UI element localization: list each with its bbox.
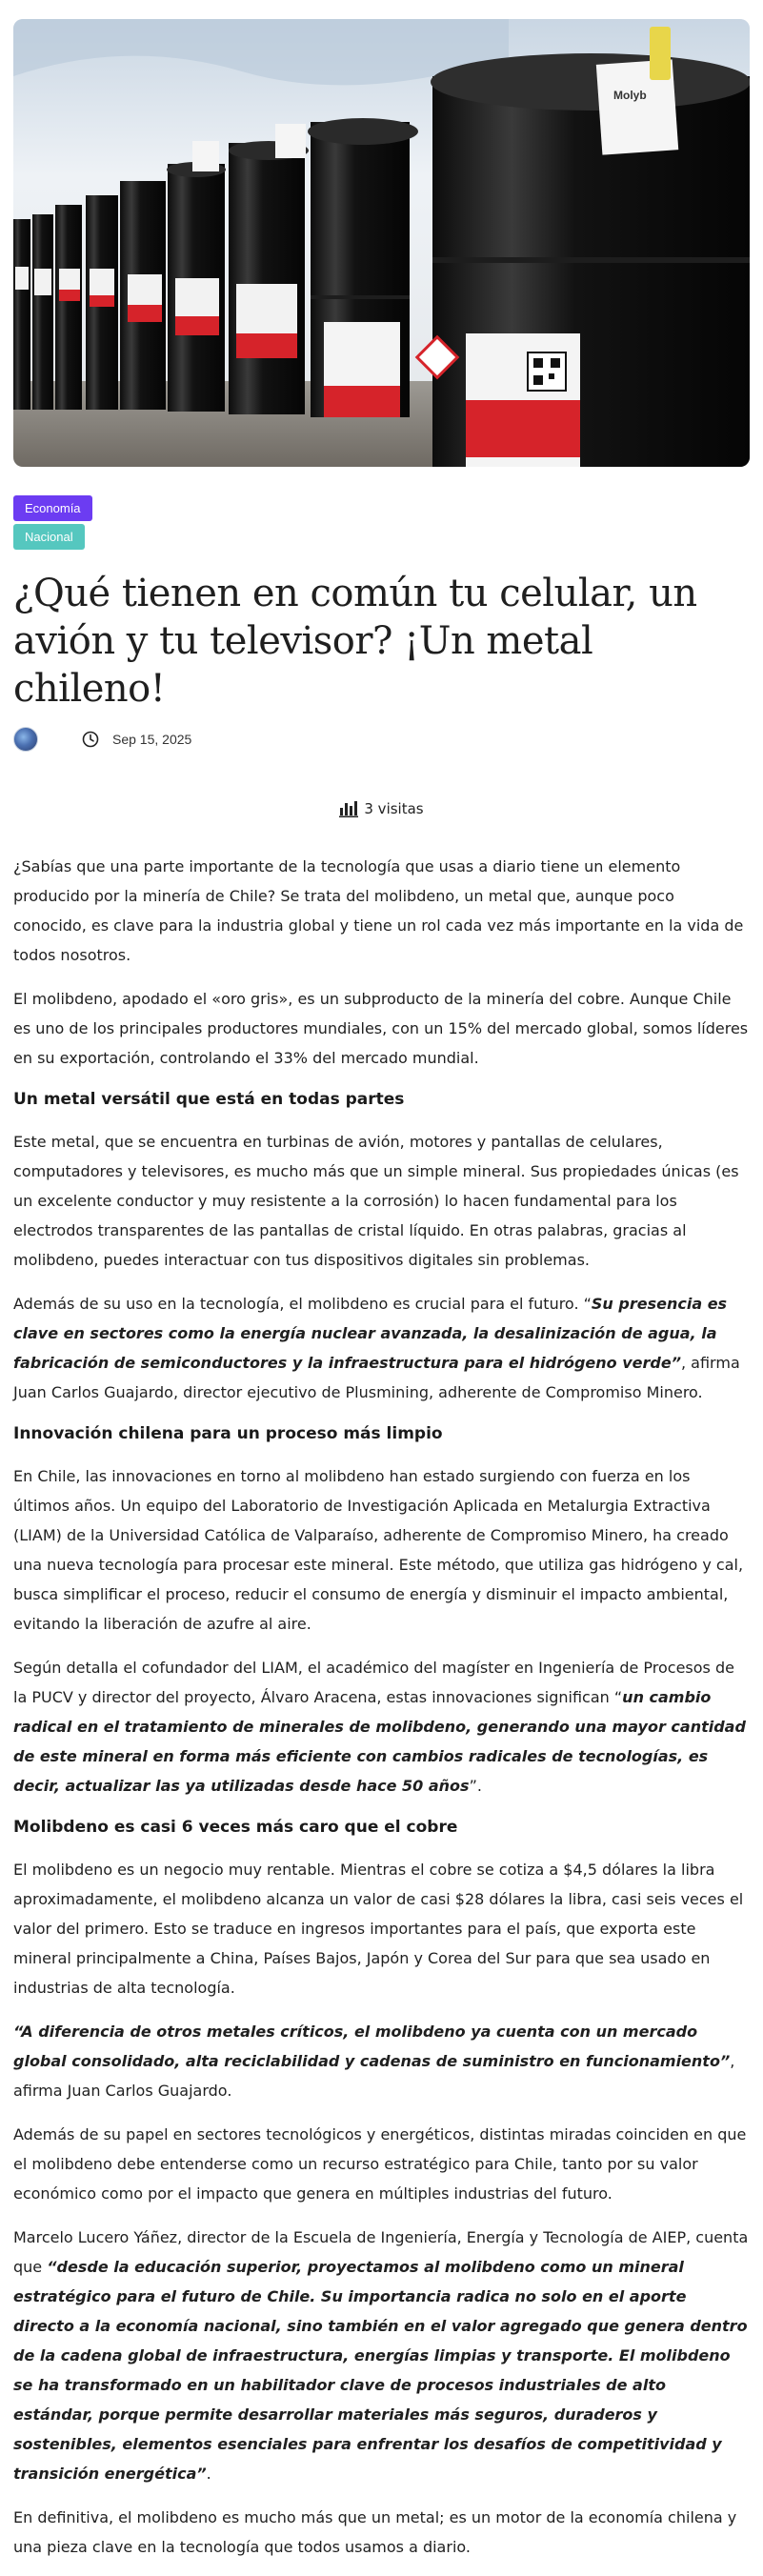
paragraph <box>13 2223 750 2488</box>
article-meta <box>13 722 750 756</box>
text-span: ”. <box>469 1777 482 1795</box>
avatar[interactable] <box>13 727 38 752</box>
quote-emphasis: “A diferencia de otros metales críticos, el molibdeno ya cuenta con un mercado global consolidado, alta reciclabilidad y cadenas de suministro en funcionamiento” <box>13 2023 731 2070</box>
paragraph: ¿Sabías que una parte importante de la tecnología que usas a diario tiene un elemento producido por la minería de Chile? Se trata del molibdeno, un metal que, aunque poco conocido, es clave para la industria global y tiene un rol cada vez más importante en la vida de todos nosotros. <box>13 857 744 964</box>
text-span: Según detalla el cofundador del LIAM, el académico del magíster en Ingeniería de Procesos de la PUCV y director del proyecto, Álvaro Aracena, estas innovaciones significan “ <box>13 1659 734 1706</box>
paragraph: El molibdeno es un negocio muy rentable. Mientras el cobre se cotiza a $4,5 dólares la libra aproximadamente, el molibdeno alcanza un valor de casi $28 dólares la libra, casi seis veces el valor del primero. Esto se traduce en ingresos importantes para el país, que exporta este mineral principalmente a China, Países Bajos, Japón y Corea del Sur para que sea usado en industrias de alta tecnología. <box>13 1861 744 1997</box>
quote-emphasis: “desde la educación superior, proyectamos al molibdeno como un mineral estratégico para el futuro de Chile. Su importancia radica no solo en el aporte directo a la economía nacional, sino también en el valor agregado que genera dentro de la cadena global de infraestructura, energías limpias y transporte. El molibdeno se ha transformado en un habilitador clave de procesos industriales de alto estándar, porque permite desarrollar materiales más seguros, duraderos y sostenibles, elementos esenciales para enfrentar los desafíos de competitividad y transición energética” <box>13 2258 748 2483</box>
publish-date: Sep 15, 2025 <box>112 732 192 747</box>
paragraph: Este metal, que se encuentra en turbinas de avión, motores y pantallas de celulares, computadores y televisores, es mucho más que un simple mineral. Sus propiedades únicas (es un excelente conductor y muy resistente a la corrosión) lo hacen fundamental para los electrodos transparentes de las pantallas de cristal líquido. En otras palabras, gracias al molibdeno, puedes interactuar con tus dispositivos digitales sin problemas. <box>13 1133 739 1269</box>
molybdenum-drums-photo <box>13 19 750 467</box>
category-tags <box>13 495 750 553</box>
article-page <box>0 19 763 2562</box>
visits-count: 3 visitas <box>364 800 424 817</box>
quote-emphasis: Su presencia es clave en sectores como la energía nuclear avanzada, la desalinización de agua, la fabricación de semiconductores y la infraestructura para el hidrógeno verde” <box>13 1295 728 1372</box>
paragraph: Además de su papel en sectores tecnológicos y energéticos, distintas miradas coinciden en que el molibdeno debe entenderse como un recurso estratégico para Chile, tanto por su valor económico como por el impacto que genera en múltiples industrias del futuro. <box>13 2125 747 2203</box>
article-title: ¿Qué tienen en común tu celular, un avión y tu televisor? ¡Un metal chileno! <box>13 572 697 711</box>
paragraph: En definitiva, el molibdeno es mucho más que un metal; es un motor de la economía chilena y una pieza clave en la tecnología que todos usamos a diario. <box>13 2508 737 2556</box>
section-heading: Innovación chilena para un proceso más limpio <box>13 1424 443 1443</box>
quote-emphasis: un cambio radical en el tratamiento de minerales de molibdeno, generando una mayor cantidad de este mineral en forma más eficiente con cambios radicales de tecnologías, es decir, actualizar las ya utilizadas desde hace 50 años <box>13 1688 746 1795</box>
text-span: . <box>206 2465 211 2483</box>
text-span: Además de su uso en la tecnología, el molibdeno es crucial para el futuro. “ <box>13 1295 592 1313</box>
tag-nacional[interactable]: Nacional <box>13 524 85 550</box>
paragraph <box>13 2017 750 2105</box>
hero-image <box>13 19 750 467</box>
tag-economia[interactable]: Economía <box>13 495 92 521</box>
paragraph <box>13 1653 750 1801</box>
paragraph: En Chile, las innovaciones en torno al molibdeno han estado surgiendo con fuerza en los últimos años. Un equipo del Laboratorio de Investigación Aplicada en Metalurgia Extractiva (LIAM) de la Universidad Católica de Valparaíso, adherente de Compromiso Minero, ha creado una nueva tecnología para procesar este mineral. Este método, que utiliza gas hidrógeno y cal, busca simplificar el proceso, reducir el consumo de energía y disminuir el impacto ambiental, evitando la liberación de azufre al aire. <box>13 1467 744 1633</box>
drum-brand-label: Molyb <box>613 89 647 102</box>
paragraph: El molibdeno, apodado el «oro gris», es un subproducto de la minería del cobre. Aunque Chile es uno de los principales productores mundiales, con un 15% del mercado global, somos líderes en su exportación, controlando el 33% del mercado mundial. <box>13 990 749 1067</box>
clock-icon <box>82 731 99 748</box>
article-body <box>13 852 750 2562</box>
date-wrap <box>82 731 191 748</box>
text-span: Marcelo Lucero Yáñez, director de la Escuela de Ingeniería, Energía y Tecnología de AIEP, cuenta que <box>13 2228 749 2276</box>
section-heading: Un metal versátil que está en todas partes <box>13 1090 405 1109</box>
paragraph <box>13 1289 750 1407</box>
text-span: , afirma Juan Carlos Guajardo. <box>13 2052 735 2100</box>
visit-counter <box>13 800 750 817</box>
bar-chart-icon <box>339 800 358 817</box>
section-heading: Molibdeno es casi 6 veces más caro que el cobre <box>13 1818 458 1837</box>
text-span: , afirma Juan Carlos Guajardo, director ejecutivo de Plusmining, adherente de Compromiso Minero. <box>13 1354 740 1401</box>
